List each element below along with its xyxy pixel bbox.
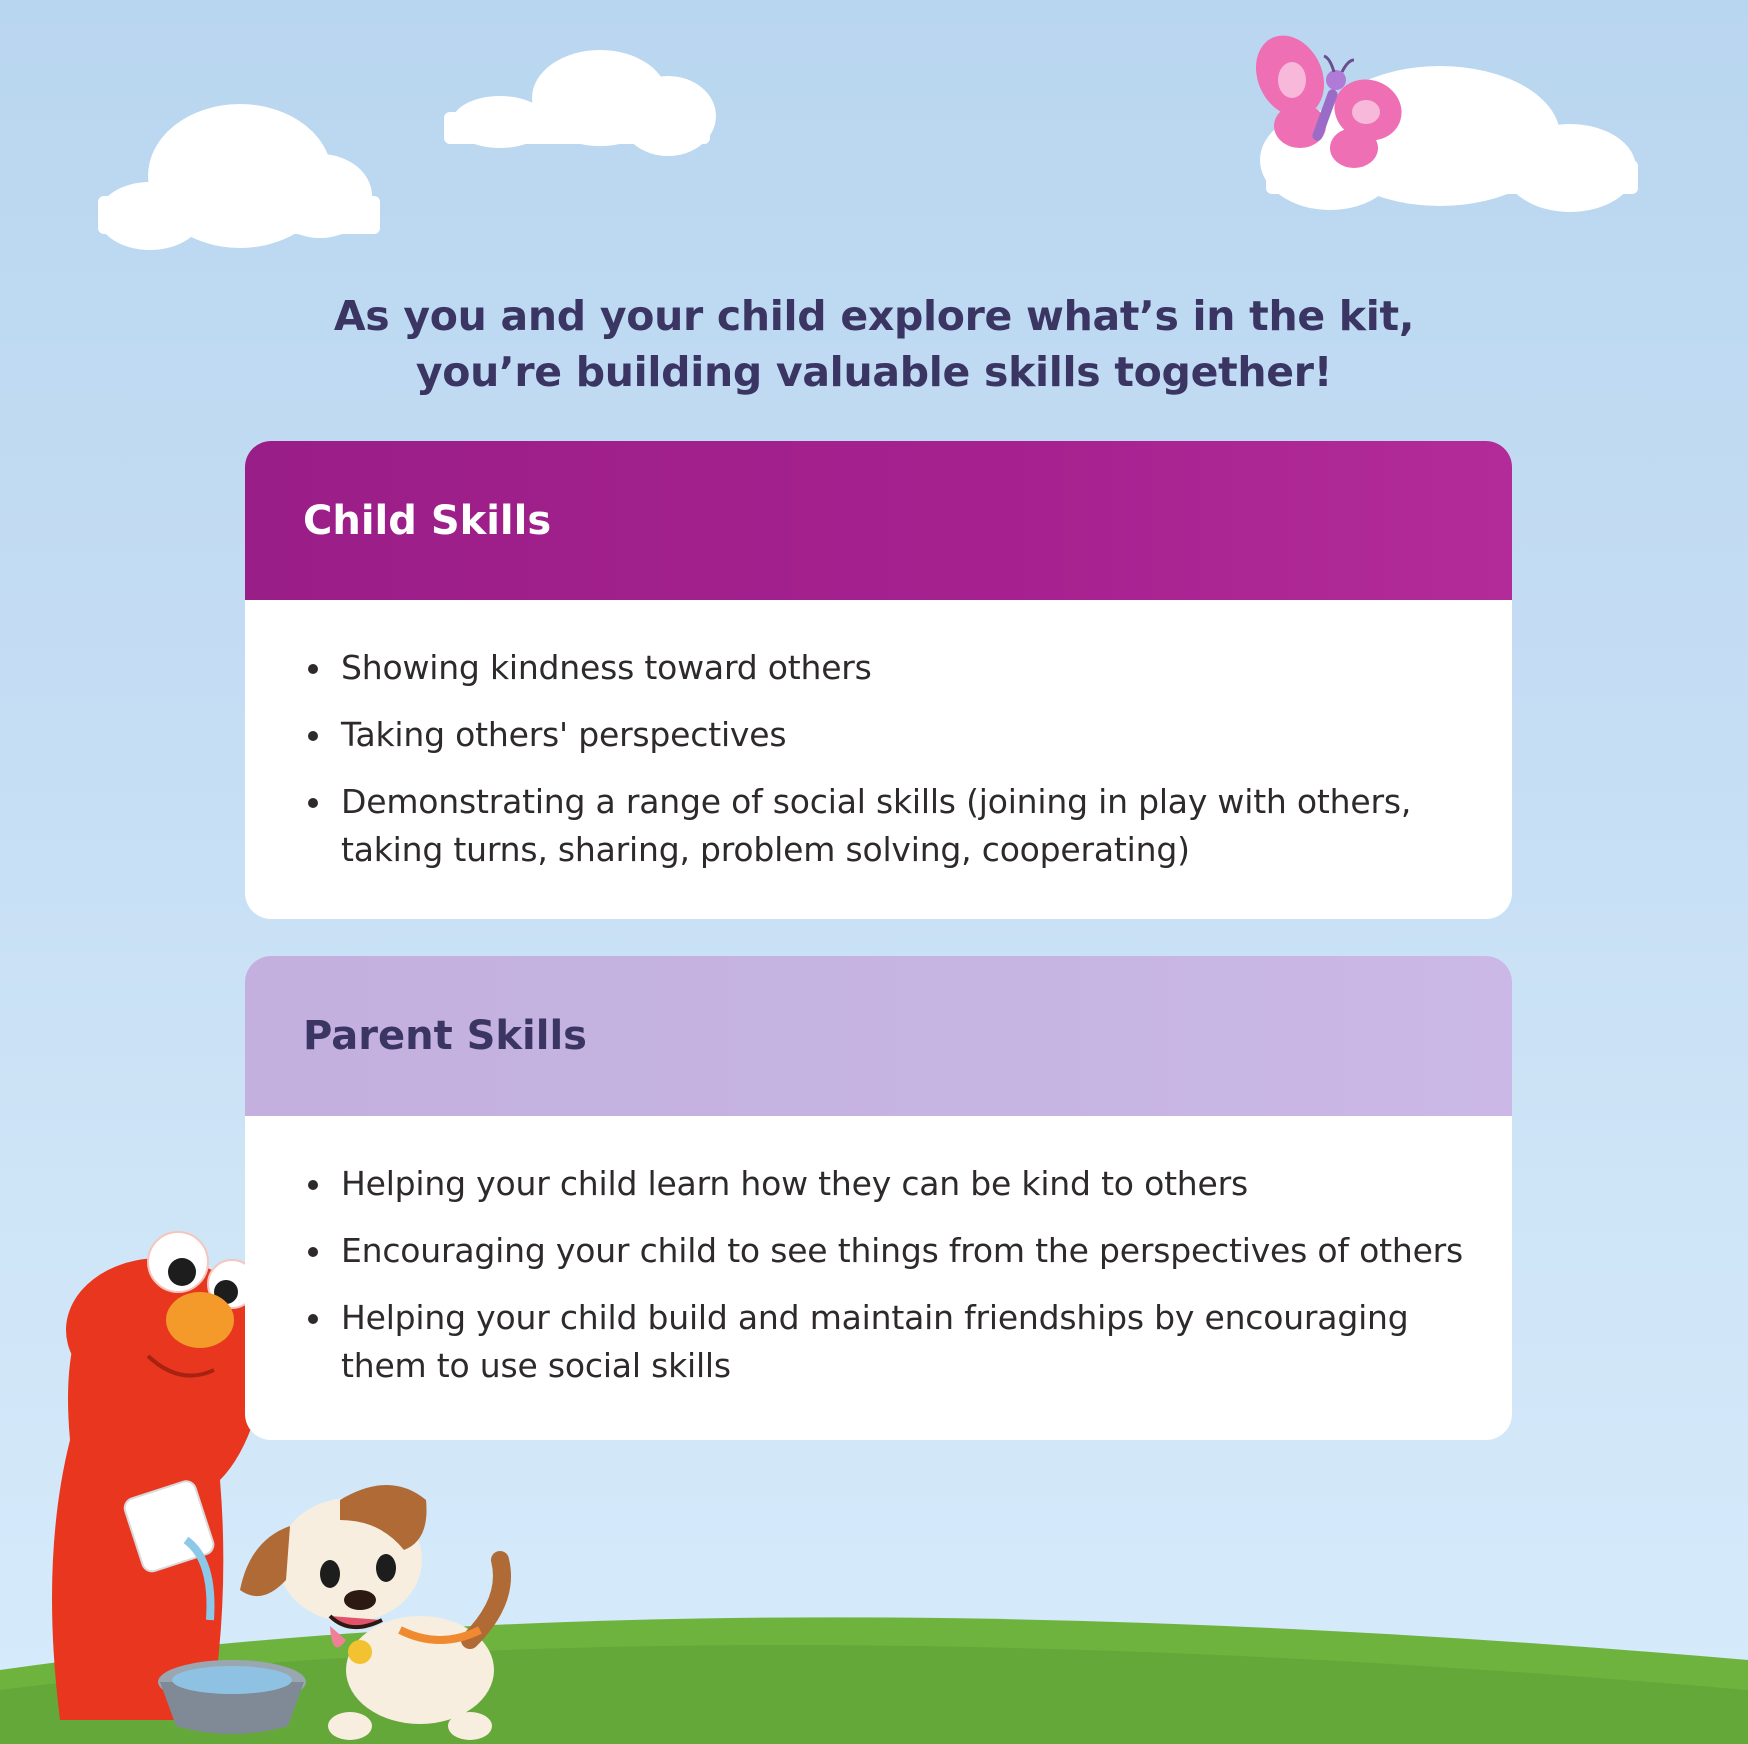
child-skills-panel <box>245 441 1512 919</box>
list-item: Helping your child learn how they can be kind to others <box>341 1160 1472 1208</box>
parent-skills-panel <box>245 956 1512 1440</box>
parent-skills-title: Parent Skills <box>245 956 1512 1116</box>
parent-skills-list <box>245 1116 1512 1390</box>
list-item: Encouraging your child to see things from the perspectives of others <box>341 1227 1472 1275</box>
cloud-middle <box>444 50 716 156</box>
cloud-left <box>98 104 380 250</box>
list-item: Showing kindness toward others <box>341 644 1472 692</box>
headline-line-2: you’re building valuable skills together! <box>415 348 1333 396</box>
headline <box>274 288 1474 400</box>
child-skills-title: Child Skills <box>245 441 1512 600</box>
list-item: Helping your child build and maintain friendships by encouraging them to use social skills <box>341 1294 1472 1390</box>
headline-line-1: As you and your child explore what’s in the kit, <box>333 292 1415 340</box>
list-item: Demonstrating a range of social skills (joining in play with others, taking turns, sharing, problem solving, cooperating) <box>341 778 1472 874</box>
child-skills-list <box>245 600 1512 874</box>
water-bowl <box>158 1660 306 1734</box>
list-item: Taking others' perspectives <box>341 711 1472 759</box>
